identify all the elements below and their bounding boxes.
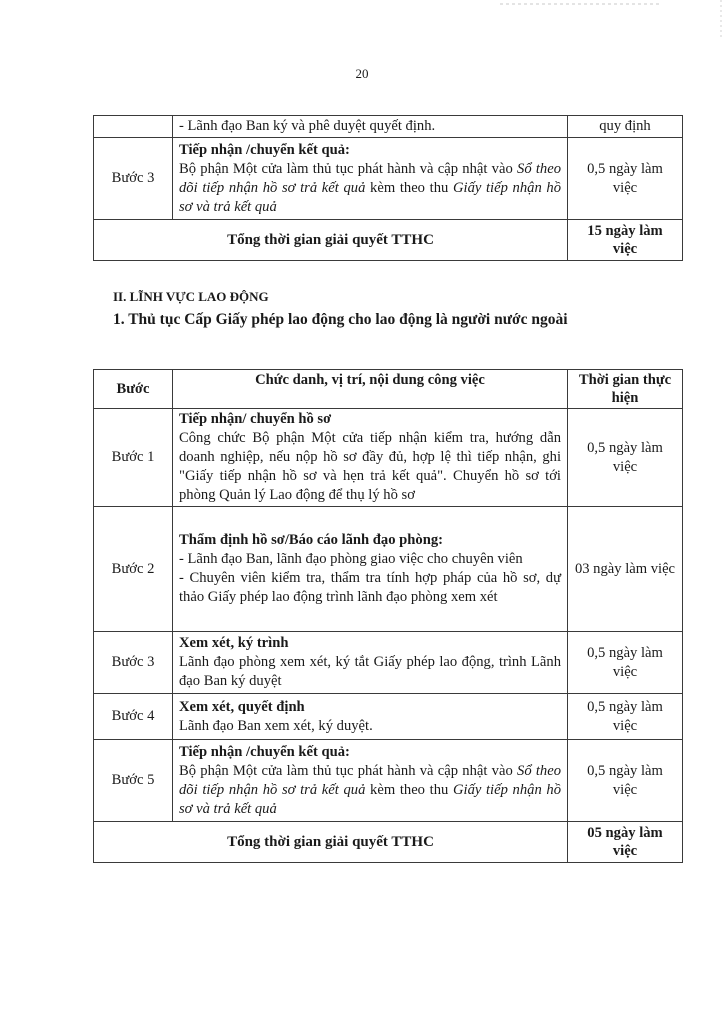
step-heading: Thẩm định hồ sơ/Báo cáo lãnh đạo phòng: (179, 532, 443, 548)
body-text: Bộ phận Một cửa làm thủ tục phát hành và cập nhật vào (179, 762, 518, 779)
content-cell (173, 507, 568, 632)
content-cell (173, 694, 568, 740)
step-cell: Bước 3 (94, 138, 173, 220)
body-italic: Giấy tiếp nhận hồ sơ và trả kết quả (179, 179, 562, 215)
table-row (94, 507, 683, 632)
table-header-row (94, 370, 683, 409)
body-italic: Sổ theo dõi tiếp nhận hồ sơ trả kết quả (179, 762, 561, 798)
page-number: 20 (355, 66, 369, 81)
procedure-title: 1. Thủ tục Cấp Giấy phép lao động cho lao động là người nước ngoài (113, 311, 568, 328)
step-cell: Bước 2 (94, 507, 173, 632)
content-cell (173, 138, 568, 220)
scan-artifact (500, 3, 660, 5)
step-cell (94, 116, 173, 138)
step-heading: Xem xét, ký trình (179, 635, 289, 651)
content-cell (173, 740, 568, 822)
time-cell: 0,5 ngày làm việc (568, 409, 683, 507)
header-content: Chức danh, vị trí, nội dung công việc (173, 370, 568, 409)
table-row (94, 409, 683, 507)
body-italic: Sổ theo dõi tiếp nhận hồ sơ trả kết quả (179, 160, 561, 196)
content-cell (173, 632, 568, 694)
step-heading: Tiếp nhận/ chuyển hồ sơ (179, 411, 332, 427)
content-cell (173, 409, 568, 507)
body-text: kèm theo thu (365, 781, 453, 798)
body-text: Bộ phận Một cửa làm thủ tục phát hành và cập nhật vào (179, 160, 518, 177)
header-time: Thời gian thực hiện (568, 370, 683, 409)
step-line: - Chuyên viên kiểm tra, thẩm tra tính hợp pháp của hồ sơ, dự thảo Giấy phép lao động trình lãnh đạo phòng xem xét (179, 570, 561, 605)
body-italic: Giấy tiếp nhận hồ sơ và trả kết quả (179, 781, 562, 817)
step-line: - Lãnh đạo Ban, lãnh đạo phòng giao việc cho chuyên viên (179, 551, 523, 567)
step-heading: Xem xét, quyết định (179, 698, 305, 715)
continued-procedure-table (93, 115, 683, 261)
procedure-table (93, 369, 683, 863)
time-cell: 03 ngày làm việc (568, 507, 683, 632)
step-cell: Bước 3 (94, 632, 173, 694)
scan-artifact-edge (720, 0, 722, 40)
body-text: kèm theo thu (365, 179, 453, 196)
section-title: II. LĨNH VỰC LAO ĐỘNG (113, 289, 269, 304)
content-line: - Lãnh đạo Ban ký và phê duyệt quyết định. (179, 118, 436, 134)
step-cell: Bước 4 (94, 694, 173, 740)
table-row (94, 632, 683, 694)
total-time: 05 ngày làm việc (568, 822, 683, 863)
step-cell: Bước 1 (94, 409, 173, 507)
total-label: Tổng thời gian giải quyết TTHC (94, 822, 568, 863)
step-body: Lãnh đạo phòng xem xét, ký tắt Giấy phép lao động, trình Lãnh đạo Ban ký duyệt (179, 654, 561, 689)
step-body: Công chức Bộ phận Một cửa tiếp nhận kiểm tra, hướng dẫn doanh nghiệp, nếu nộp hồ sơ đầy đủ, hợp lệ thì tiếp nhận, ghi "Giấy tiếp nhận hồ sơ và hẹn trả kết quả". Chuyển hồ sơ tới phòng Quản lý Lao động để thụ lý hồ sơ (179, 430, 561, 503)
time-cell: 0,5 ngày làm việc (568, 632, 683, 694)
step-cell: Bước 5 (94, 740, 173, 822)
step-body (179, 762, 561, 819)
total-time: 15 ngày làm việc (568, 220, 683, 261)
total-label: Tổng thời gian giải quyết TTHC (94, 220, 568, 261)
table-row (94, 740, 683, 822)
step-body (179, 160, 561, 217)
step-heading: Tiếp nhận /chuyển kết quả: (179, 743, 350, 760)
time-cell: 0,5 ngày làm việc (568, 694, 683, 740)
content-cell (173, 116, 568, 138)
total-row (94, 220, 683, 261)
time-cell: quy định (568, 116, 683, 138)
time-cell: 0,5 ngày làm việc (568, 740, 683, 822)
time-cell: 0,5 ngày làm việc (568, 138, 683, 220)
table-row (94, 694, 683, 740)
table-row (94, 138, 683, 220)
table-row (94, 116, 683, 138)
step-body: Lãnh đạo Ban xem xét, ký duyệt. (179, 717, 373, 734)
step-heading: Tiếp nhận /chuyển kết quả: (179, 141, 350, 158)
total-row (94, 822, 683, 863)
header-step: Bước (94, 370, 173, 409)
